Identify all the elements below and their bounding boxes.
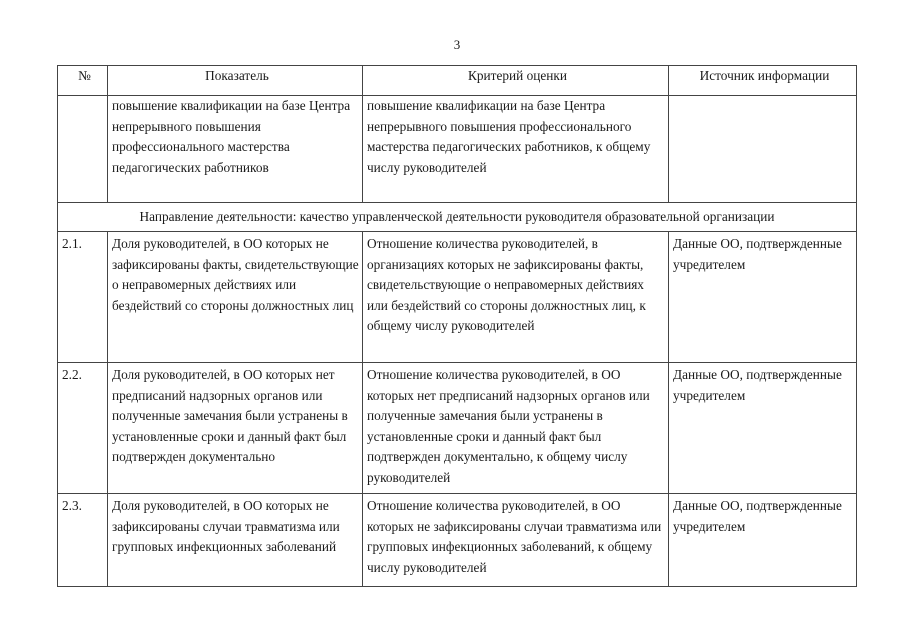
cell-criterion: Отношение количества руководителей, в ОО которых не зафиксированы случаи травматизма или групповых инфекционных заболеваний, к общему числу руководителей	[363, 494, 669, 587]
cell-number	[58, 96, 108, 203]
table-header-row	[58, 66, 857, 96]
section-row	[58, 203, 857, 232]
cell-criterion: повышение квалификации на базе Центра непрерывного повышения профессионального мастерства педагогических работников, к общему числу руководителей	[363, 96, 669, 203]
table-row	[58, 363, 857, 494]
table-row-continuation	[58, 96, 857, 203]
header-number: №	[58, 66, 108, 96]
cell-indicator: Доля руководителей, в ОО которых не зафиксированы случаи травматизма или групповых инфекционных заболеваний	[108, 494, 363, 587]
cell-number: 2.3.	[58, 494, 108, 587]
header-criterion: Критерий оценки	[363, 66, 669, 96]
page-number: 3	[453, 37, 461, 52]
cell-number: 2.1.	[58, 232, 108, 363]
header-indicator: Показатель	[108, 66, 363, 96]
table-row	[58, 232, 857, 363]
cell-source: Данные ОО, подтвержденные учредителем	[669, 363, 857, 494]
cell-indicator: Доля руководителей, в ОО которых нет предписаний надзорных органов или полученные замечания были устранены в установленные сроки и данный факт был подтвержден документально	[108, 363, 363, 494]
cell-number: 2.2.	[58, 363, 108, 494]
cell-source	[669, 96, 857, 203]
cell-source: Данные ОО, подтвержденные учредителем	[669, 494, 857, 587]
cell-indicator: Доля руководителей, в ОО которых не зафиксированы факты, свидетельствующие о неправомерных действиях или бездействий со стороны должностных лиц	[108, 232, 363, 363]
cell-criterion: Отношение количества руководителей, в ОО которых нет предписаний надзорных органов или полученные замечания были устранены в установленные сроки и данный факт был подтвержден документально, к общему числу руководителей	[363, 363, 669, 494]
header-source: Источник информации	[669, 66, 857, 96]
cell-criterion: Отношение количества руководителей, в организациях которых не зафиксированы факты, свидетельствующие о неправомерных действиях или бездействий со стороны должностных лиц, к общему числу руководителей	[363, 232, 669, 363]
section-title: Направление деятельности: качество управленческой деятельности руководителя образовательной организации	[58, 203, 857, 232]
table-row	[58, 494, 857, 587]
evaluation-table	[57, 65, 857, 587]
cell-indicator: повышение квалификации на базе Центра непрерывного повышения профессионального мастерства педагогических работников	[108, 96, 363, 203]
cell-source: Данные ОО, подтвержденные учредителем	[669, 232, 857, 363]
